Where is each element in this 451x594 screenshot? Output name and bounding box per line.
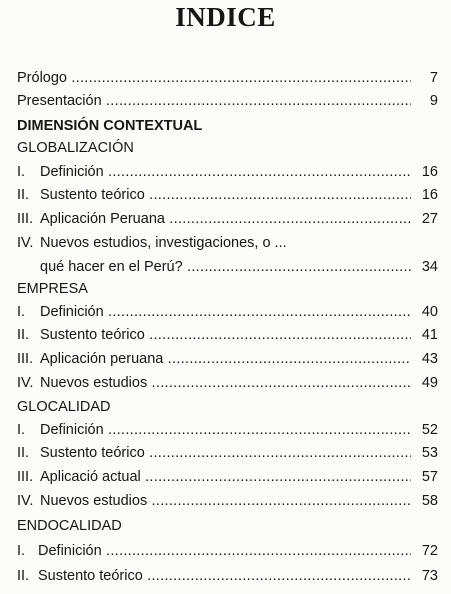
toc-entry-label: Presentación ..... [17, 90, 411, 112]
toc-entry[interactable] [0, 301, 451, 323]
toc-entry-number: I. [17, 164, 26, 180]
toc-entry-page: 73 [418, 565, 438, 587]
toc-entry-label: Sustento teórico ..... [40, 184, 411, 206]
toc-entry-number: IV. [17, 375, 34, 391]
toc-entry-number: II. [17, 445, 30, 461]
section-heading-empresa: EMPRESA [17, 281, 88, 297]
toc-entry[interactable] [0, 466, 451, 488]
toc-entry[interactable] [0, 348, 451, 370]
toc-entry-page: 57 [418, 466, 438, 488]
page-title: INDICE [175, 2, 276, 32]
toc-entry-number: III. [17, 469, 34, 485]
toc-entry-number: I. [17, 304, 26, 320]
toc-entry-page: 58 [418, 490, 438, 512]
toc-entry-number: II. [17, 568, 30, 584]
toc-entry-page: 16 [418, 161, 438, 183]
toc-entry-presentacion[interactable] [0, 90, 451, 112]
toc-entry-label: Aplicació actual ..... [40, 466, 411, 488]
toc-entry-number: IV. [17, 493, 34, 509]
toc-entry-page: 53 [418, 442, 438, 464]
toc-entry-label: Prólogo ..... [17, 67, 411, 89]
toc-entry-number: I. [17, 422, 26, 438]
toc-entry-label: Nuevos estudios, investigaciones, o ... [40, 235, 287, 251]
toc-entry-label: Sustento teórico ..... [40, 442, 411, 464]
toc-entry-page: 34 [418, 256, 438, 278]
toc-entry-page: 40 [418, 301, 438, 323]
toc-entry-page: 49 [418, 372, 438, 394]
toc-entry[interactable] [0, 419, 451, 441]
toc-entry-label: Definición ..... [40, 301, 411, 323]
toc-entry-page: 52 [418, 419, 438, 441]
toc-entry-number: III. [17, 351, 34, 367]
toc-entry-page: 7 [426, 67, 438, 89]
toc-entry-page: 27 [418, 208, 438, 230]
section-heading-globalizacion: GLOBALIZACIÓN [17, 140, 134, 156]
toc-entry-page: 16 [418, 184, 438, 206]
toc-entry[interactable] [0, 490, 451, 512]
toc-entry-page: 72 [418, 540, 438, 562]
toc-entry-label: Nuevos estudios ..... [40, 372, 411, 394]
section-heading-endocalidad: ENDOCALIDAD [17, 518, 122, 534]
toc-entry[interactable] [0, 161, 451, 183]
toc-entry-label: Nuevos estudios ..... [40, 490, 411, 512]
toc-entry[interactable] [0, 208, 451, 230]
toc-entry[interactable] [0, 372, 451, 394]
toc-entry-label-continued: qué hacer en el Perú? ..... [40, 256, 411, 278]
toc-entry-prologo[interactable] [0, 67, 451, 89]
section-heading-glocalidad: GLOCALIDAD [17, 399, 111, 415]
toc-entry-number: IV. [17, 235, 34, 251]
toc-entry-number: III. [17, 211, 34, 227]
toc-entry[interactable] [0, 565, 451, 587]
part-heading: DIMENSIÓN CONTEXTUAL [17, 118, 203, 134]
toc-entry[interactable] [0, 184, 451, 206]
toc-entry-page: 43 [418, 348, 438, 370]
toc-entry-number: II. [17, 187, 30, 203]
toc-entry-number: I. [17, 543, 26, 559]
toc-entry-multiline[interactable] [0, 232, 451, 254]
toc-entry[interactable] [0, 324, 451, 346]
toc-entry-label: Aplicación peruana ..... [40, 348, 411, 370]
toc-entry-label: Definición ..... [40, 161, 411, 183]
toc-entry[interactable] [0, 540, 451, 562]
toc-entry-continued[interactable] [0, 256, 451, 278]
toc-entry-number: II. [17, 327, 30, 343]
toc-entry-label: Sustento teórico ..... [38, 565, 411, 587]
toc-entry[interactable] [0, 442, 451, 464]
toc-entry-label: Sustento teórico ..... [40, 324, 411, 346]
toc-entry-label: Definición ..... [38, 540, 411, 562]
toc-entry-label: Definición ..... [40, 419, 411, 441]
toc-entry-page: 9 [426, 90, 438, 112]
toc-entry-label: Aplicación Peruana ..... [40, 208, 411, 230]
toc-entry-page: 41 [418, 324, 438, 346]
